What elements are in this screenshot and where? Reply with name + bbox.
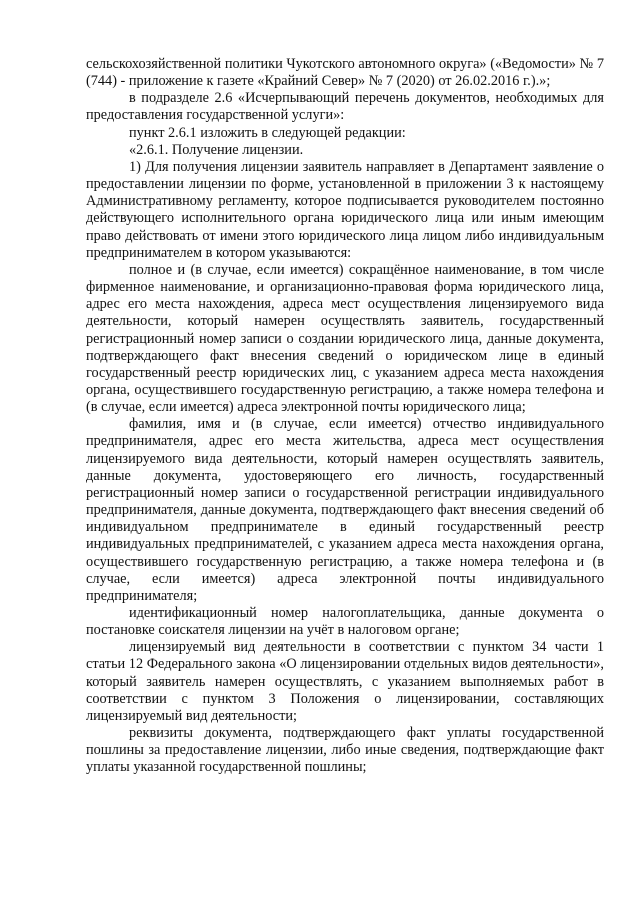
paragraph-inn: идентификационный номер налогоплательщика, данные документа о постановке соискателя лицензии на учёт в налоговом органе; xyxy=(86,605,604,639)
paragraph-legal-entity: полное и (в случае, если имеется) сокращённое наименование, в том числе фирменное наименование, и организационно-правовая форма юридического лица, адрес его места нахождения, адреса мест осуществления лицензируемого вида деятельности, который намерен осуществлять заявитель, государственный регистрационный номер записи о создании юридического лица, данные документа, подтверждающего факт внесения сведений о юридическом лице в единый государственный реестр юридических лиц, с указанием адреса места нахождения органа, осуществившего государственную регистрацию, а также номера телефона и (в случае, если имеется) адреса электронной почты юридического лица; xyxy=(86,261,604,416)
paragraph-activity: лицензируемый вид деятельности в соответствии с пунктом 34 части 1 статьи 12 Федерального закона «О лицензировании отдельных видов деятельности», который заявитель намерен осуществлять, с указанием выполняемых работ в соответствии с пунктом 3 Положения о лицензировании, составляющих лицензируемый вид деятельности; xyxy=(86,639,604,724)
paragraph-heading-2-6-1: «2.6.1. Получение лицензии. xyxy=(129,141,304,158)
document-page xyxy=(86,56,604,777)
paragraph-point-2-6-1: пункт 2.6.1 изложить в следующей редакции: xyxy=(129,124,406,141)
paragraph-subsection-2-6: в подразделе 2.6 «Исчерпывающий перечень документов, необходимых для предоставления государственной услуги»: xyxy=(86,90,604,124)
paragraph-entrepreneur: фамилия, имя и (в случае, если имеется) отчество индивидуального предпринимателя, адрес его места жительства, адреса мест осуществления лицензируемого вида деятельности, который намерен осуществлять заявитель, данные документа, удостоверяющего его личность, государственный регистрационный номер записи о государственной регистрации индивидуального предпринимателя, данные документа, подтверждающего факт внесения сведений об индивидуальном предпринимателе в единый государственный реестр индивидуальных предпринимателей, с указанием адреса места нахождения органа, осуществившего государственную регистрацию, а также номера телефона и (в случае, если имеется) адреса электронной почты индивидуального предпринимателя; xyxy=(86,416,604,604)
paragraph-continuation: сельскохозяйственной политики Чукотского автономного округа» («Ведомости» № 7 (744) - приложение к газете «Крайний Север» № 7 (2020) от 26.02.2016 г.).»; xyxy=(86,56,604,90)
paragraph-item-1: 1) Для получения лицензии заявитель направляет в Департамент заявление о предоставлении лицензии по форме, установленной в приложении 3 к настоящему Административному регламенту, которое подписывается руководителем постоянно действующего исполнительного органа юридического лица или иным имеющим право действовать от имени этого юридического лица лицом либо индивидуальным предпринимателем в котором указываются: xyxy=(86,158,604,261)
paragraph-state-fee: реквизиты документа, подтверждающего факт уплаты государственной пошлины за предоставление лицензии, либо иные сведения, подтверждающие факт уплаты указанной государственной пошлины; xyxy=(86,725,604,776)
